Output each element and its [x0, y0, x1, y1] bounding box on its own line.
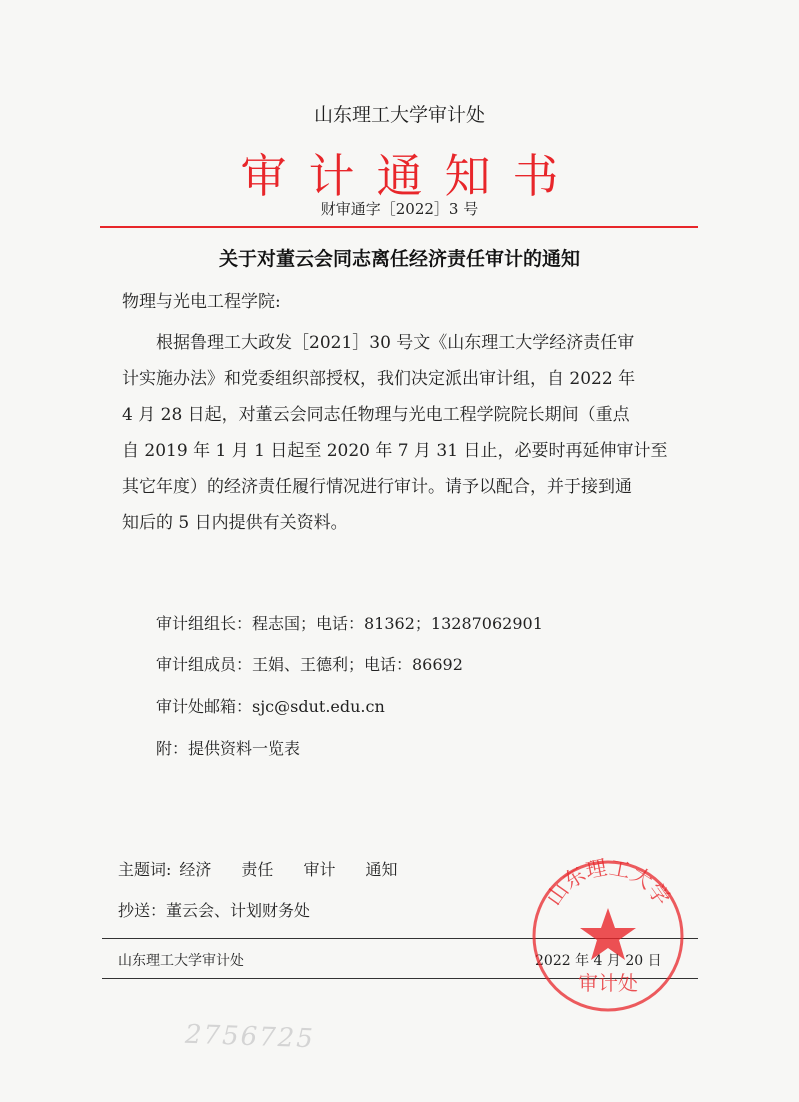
seal-star-icon	[580, 908, 636, 960]
addressee: 物理与光电工程学院:	[122, 292, 281, 312]
official-seal	[528, 856, 688, 1016]
cc-line: 抄送：董云会、计划财务处	[118, 901, 311, 920]
body-line: 自 2019 年 1 月 1 日起至 2020 年 7 月 31 日止，必要时再延伸审计至	[122, 441, 668, 461]
seal-arc-text: 山东理工大学	[541, 856, 675, 910]
document-number: 财审通字［2022］3 号	[320, 200, 479, 218]
keywords-row	[118, 857, 419, 880]
audit-members: 审计组成员：王娟、王德利；电话：86692	[156, 655, 463, 674]
attachment-note: 附：提供资料一览表	[156, 739, 301, 758]
body-line: 其它年度）的经济责任履行情况进行审计。请予以配合，并于接到通	[122, 477, 632, 497]
body-line: 计实施办法》和党委组织部授权，我们决定派出审计组，自 2022 年	[122, 369, 636, 389]
issuer-header: 山东理工大学审计处	[313, 104, 485, 126]
keyword: 审计	[303, 860, 336, 879]
footer-date: 2022 年 4 月 20 日	[535, 953, 662, 969]
handwritten-mark: 2756725	[184, 1019, 316, 1055]
notice-subject: 关于对董云会同志离任经济责任审计的通知	[218, 248, 580, 270]
footer-issuer: 山东理工大学审计处	[118, 953, 244, 969]
body-line: 4 月 28 日起，对董云会同志任物理与光电工程学院院长期间（重点	[122, 405, 630, 425]
seal-bottom-text: 审计处	[578, 971, 638, 995]
audit-leader: 审计组组长：程志国；电话：81362；13287062901	[156, 614, 543, 633]
body-line: 知后的 5 日内提供有关资料。	[122, 513, 348, 533]
body-paragraph	[122, 325, 692, 541]
document-title: 审计通知书	[240, 149, 581, 203]
keyword: 经济	[179, 860, 212, 879]
keyword: 责任	[241, 860, 274, 879]
keywords-label: 主题词:	[118, 860, 172, 879]
red-divider	[100, 226, 698, 228]
body-line: 根据鲁理工大政发［2021］30 号文《山东理工大学经济责任审	[156, 333, 635, 353]
keyword: 通知	[365, 860, 398, 879]
audit-email: 审计处邮箱：sjc@sdut.edu.cn	[156, 697, 385, 716]
